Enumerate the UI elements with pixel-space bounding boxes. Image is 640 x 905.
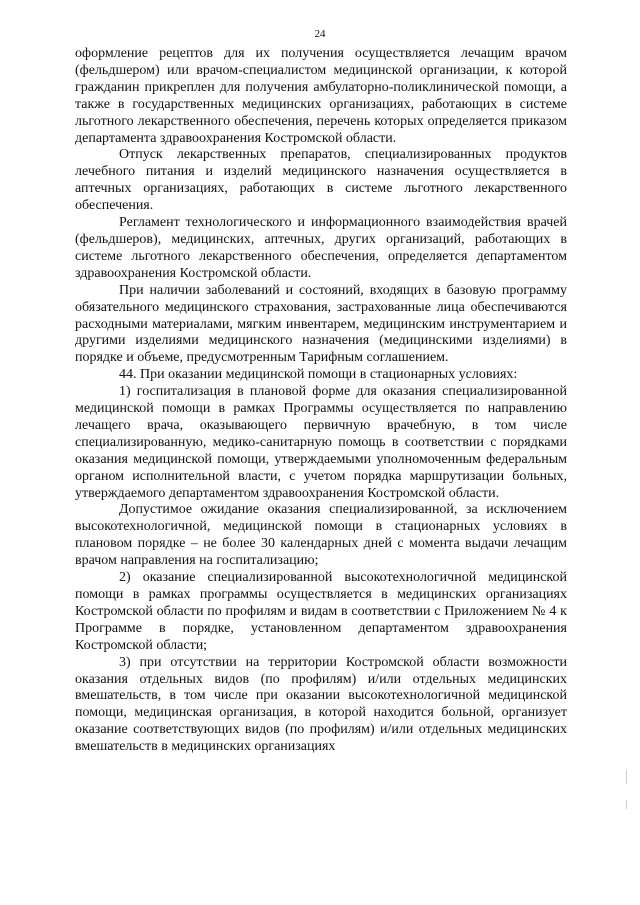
paragraph-section-44: 44. При оказании медицинской помощи в стационарных условиях: <box>119 367 518 383</box>
paragraph-interaction-regulation: Регламент технологического и информационного взаимодействия врачей (фельдшеров), медицинских, аптечных, других организаций, работающих в системе льготного лекарственного обеспечения, определяется департаментом здравоохранения Костромской области. <box>75 215 567 281</box>
page-number: 24 <box>314 28 326 40</box>
paragraph-medical-supplies: При наличии заболеваний и состояний, входящих в базовую программу обязательного медицинского страхования, застрахованные лица обеспечиваются расходными материалами, мягким инвентарем, медицинским инструментарием и другими изделиями медицинского назначения (медицинскими изделиями) в порядке и объеме, предусмотренным Тарифным соглашением. <box>75 282 567 366</box>
paragraph-item-2-high-tech-care: 2) оказание специализированной высокотехнологичной медицинской помощи в рамках программы осуществляется в медицинских организациях Костромской области по профилям и видам в соответствии с Приложением № 4 к Программе в порядке, установленном департаментом здравоохранения Костромской области; <box>75 570 567 653</box>
scan-margin-mark <box>626 800 627 809</box>
paragraph-waiting-time: Допустимое ожидание оказания специализированной, за исключением высокотехнологичной, медицинской помощи в стационарных условиях в плановом порядке – не более 30 календарных дней с момента выдачи лечащим врачом направления на госпитализацию; <box>75 502 567 569</box>
scan-margin-mark <box>626 770 627 784</box>
paragraph-item-1-hospitalization: 1) госпитализация в плановой форме для оказания специализированной медицинской помощи в рамках Программы осуществляется по направлению лечащего врача, оказывающего первичную врачебную, в том числе специализированную, медико-санитарную помощь в соответствии с порядками оказания медицинской помощи, утверждаемыми уполномоченным федеральным органом исполнительной власти, с учетом порядка маршрутизации больных, утверждаемого департаментом здравоохранения Костромской области. <box>75 384 567 501</box>
paragraph-item-3-other-regions: 3) при отсутствии на территории Костромской области возможности оказания отдельных видов (по профилям) и/или отдельных медицинских вмешательств, в том числе при оказании высокотехнологичной медицинской помощи, медицинская организация, в которой находится больной, организует оказание соответствующих видов (по профилям) и/или отдельных медицинских вмешательств в медицинских организациях <box>75 654 567 755</box>
paragraph-drug-dispensing: Отпуск лекарственных препаратов, специализированных продуктов лечебного питания и изделий медицинского назначения осуществляется в аптечных организациях, работающих в системе льготного лекарственного обеспечения. <box>75 147 567 214</box>
document-body <box>75 46 567 756</box>
paragraph-prescription-continuation: оформление рецептов для их получения осуществляется лечащим врачом (фельдшером) или врачом-специалистом медицинской организации, к которой гражданин прикреплен для получения амбулаторно-поликлинической помощи, а также в государственных медицинских организациях, работающих в системе льготного лекарственного обеспечения, перечень которых определяется приказом департамента здравоохранения Костромской области. <box>75 46 567 146</box>
